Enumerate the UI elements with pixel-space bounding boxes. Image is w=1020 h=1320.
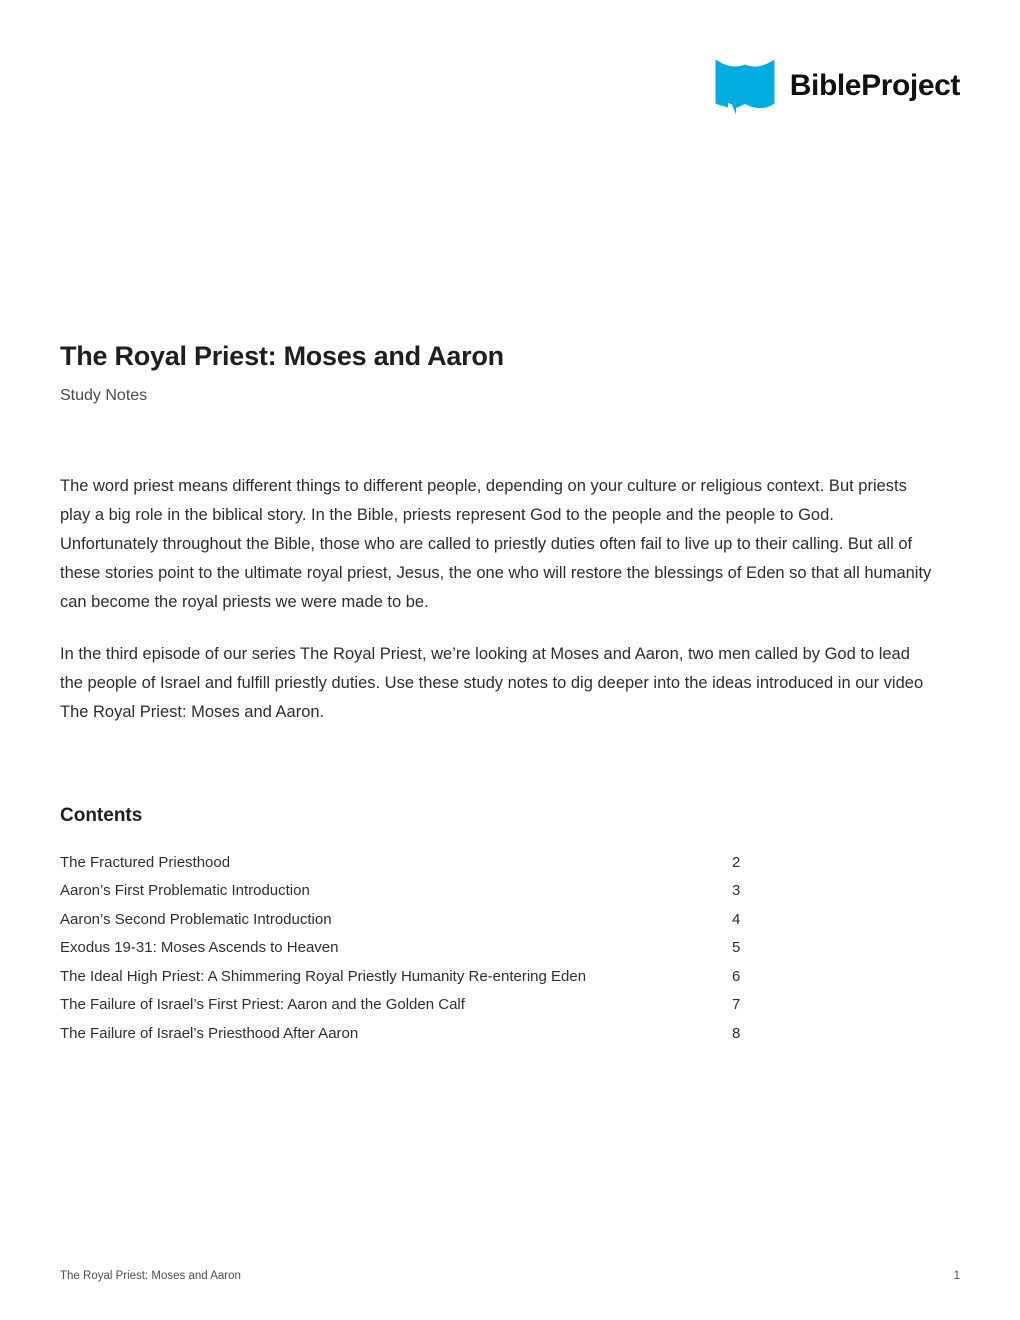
bookmark-banner-icon <box>714 57 776 115</box>
toc-entry-page: 6 <box>732 967 741 985</box>
toc-entry-page: 2 <box>732 853 741 871</box>
footer-title: The Royal Priest: Moses and Aaron <box>60 1269 241 1282</box>
intro-body <box>60 472 932 727</box>
toc-entry-label: The Failure of Israel’s Priesthood After Aaron <box>60 1024 359 1042</box>
toc-entry-page: 5 <box>732 939 741 957</box>
toc-entry-page: 7 <box>732 996 741 1014</box>
page-subtitle: Study Notes <box>60 386 148 404</box>
footer-page-number: 1 <box>953 1269 960 1282</box>
toc-list <box>60 849 780 1049</box>
title-block <box>60 340 940 407</box>
toc-entry-label: Aaron’s First Problematic Introduction <box>60 882 310 900</box>
intro-paragraph-1: The word priest means different things to different people, depending on your culture or religious context. But priests play a big role in the biblical story. In the Bible, priests represent God to the people and the people to God. Unfortunately throughout the Bible, those who are called to priestly duties often fail to live up to their calling. But all of these stories point to the ultimate royal priest, Jesus, the one who will restore the blessings of Eden so that all humanity can become the royal priests we were made to be. <box>60 477 932 611</box>
toc-entry[interactable] <box>60 906 780 935</box>
toc-entry-label: The Fractured Priesthood <box>60 853 231 871</box>
page-title: The Royal Priest: Moses and Aaron <box>60 341 504 371</box>
toc-entry[interactable] <box>60 934 780 963</box>
toc-entry-label: Exodus 19-31: Moses Ascends to Heaven <box>60 939 339 957</box>
toc-entry[interactable] <box>60 1020 780 1049</box>
toc-entry[interactable] <box>60 963 780 992</box>
contents-section <box>60 805 780 1048</box>
toc-entry[interactable] <box>60 877 780 906</box>
intro-paragraph-2: In the third episode of our series The Royal Priest, we’re looking at Moses and Aaron, two men called by God to lead the people of Israel and fulfill priestly duties. Use these study notes to dig deeper into the ideas introduced in our video The Royal Priest: Moses and Aaron. <box>60 645 924 721</box>
toc-entry-label: Aaron’s Second Problematic Introduction <box>60 910 332 928</box>
brand-logo <box>714 57 960 115</box>
toc-entry-page: 3 <box>732 882 741 900</box>
toc-entry[interactable] <box>60 991 780 1020</box>
toc-entry-page: 8 <box>732 1024 741 1042</box>
page-footer <box>60 1268 960 1284</box>
toc-entry-label: The Ideal High Priest: A Shimmering Royal Priestly Humanity Re-entering Eden <box>60 967 587 985</box>
toc-entry-label: The Failure of Israel’s First Priest: Aaron and the Golden Calf <box>60 996 465 1014</box>
toc-entry[interactable] <box>60 849 780 878</box>
contents-heading: Contents <box>60 805 143 826</box>
brand-name: BibleProject <box>789 69 960 102</box>
toc-entry-page: 4 <box>732 910 741 928</box>
